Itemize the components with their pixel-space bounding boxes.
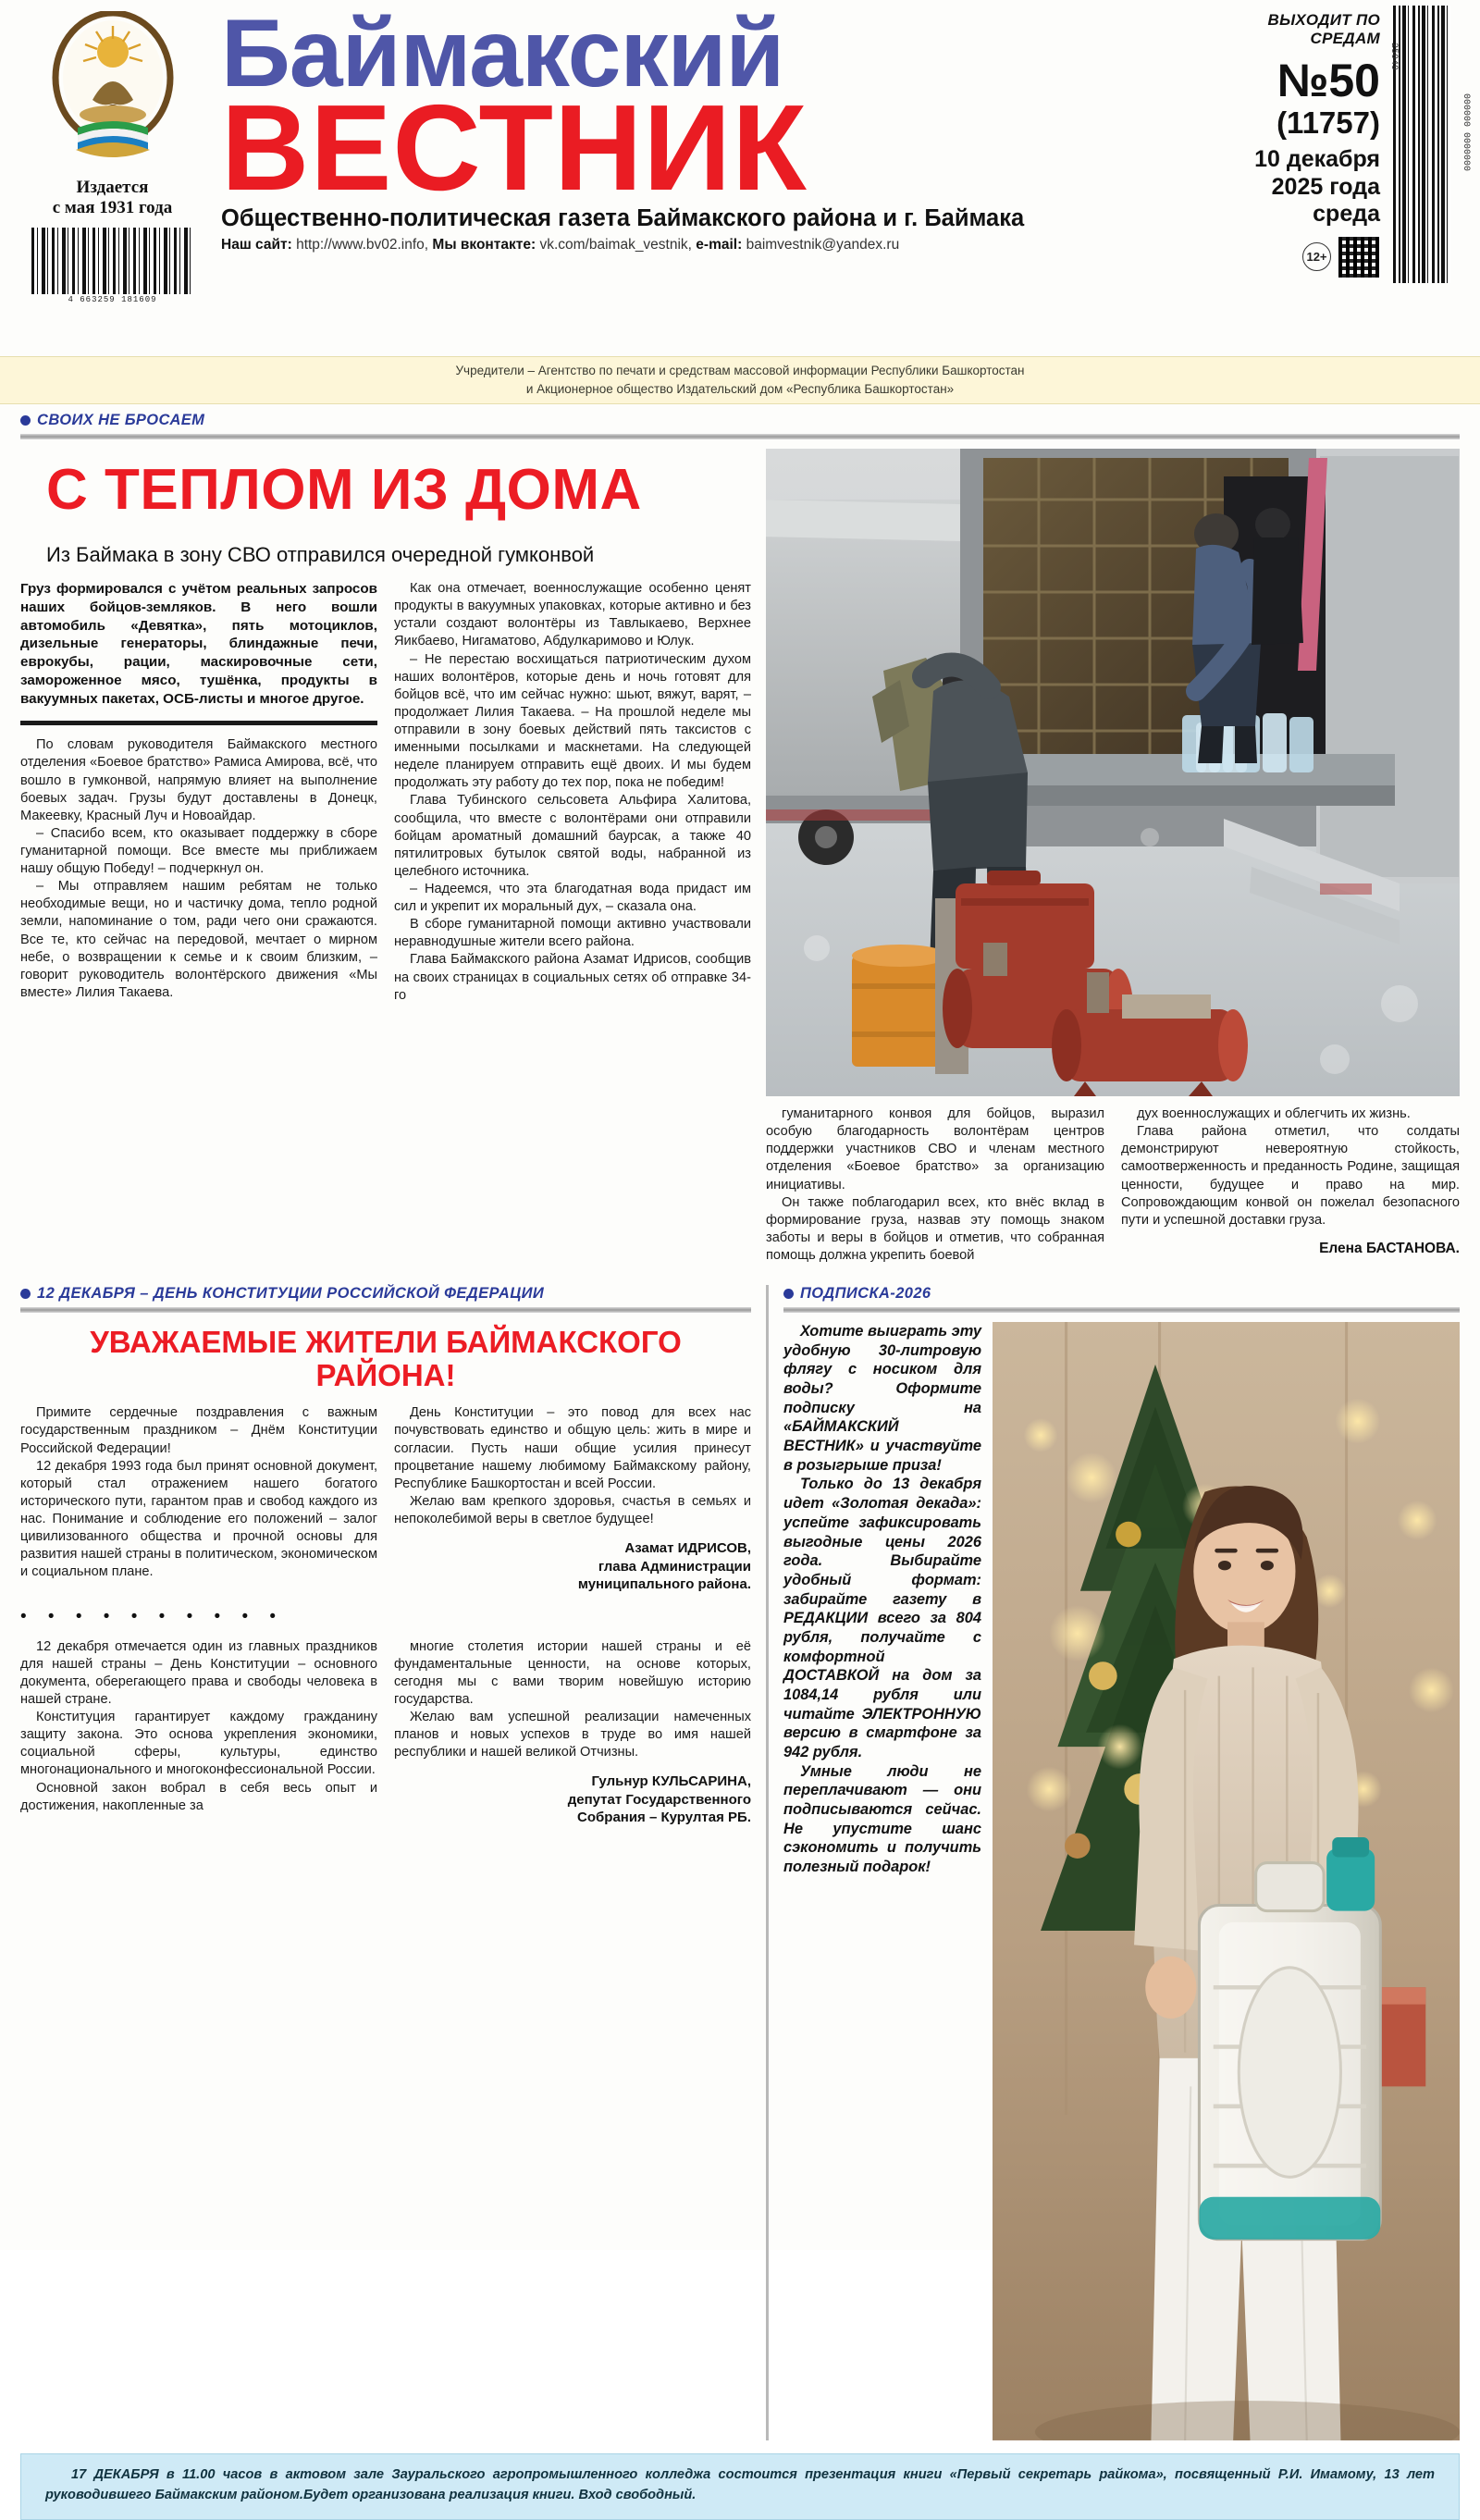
lead-headline: С ТЕПЛОМ ИЗ ДОМА xyxy=(46,458,642,523)
subscription-p3: Умные люди не переплачивают — они подписываются сейчас. Не упустите шанс сэкономить и получить полезный подарок! xyxy=(783,1762,981,1875)
constitution-rubric-divider xyxy=(20,1307,751,1313)
lead-deck: Из Баймака в зону СВО отправился очередной гумконвой xyxy=(46,543,595,567)
barcode-right-bars xyxy=(1393,6,1450,283)
lead-col2-p3: Глава Тубинского сельсовета Альфира Халитова, сообщила, что вместе с волонтёрами они отправили бойцам ароматный домашний баурсак, а также 40 пятилитровых бутылок святой воды, набранной из целебного источника. xyxy=(394,793,751,879)
lead-col4-p2: Глава района отметил, что солдаты демонстрируют невероятную стойкость, самоотверженность и преданность Родине, защищая ценности, будущее и право на мир. Сопровождающим конвой он пожелал безопасного пути и успешной доставки груза. xyxy=(1121,1124,1460,1228)
published-since-line1: Издается xyxy=(76,178,149,197)
constitution-col2-p1: День Конституции – это повод для всех нас почувствовать единство и общую цель: жить в мире и согласии. Пусть наши общие усилия принесут процветание нашему любимому Баймакскому району, Республике Башкортостан и всей России. xyxy=(394,1405,751,1491)
dotted-separator: • • • • • • • • • • xyxy=(20,1606,285,1626)
rubric-bullet-icon xyxy=(783,1289,794,1299)
bottom-section xyxy=(20,1285,1460,2440)
subscription-copy xyxy=(783,1322,981,2440)
constitution-col3-p1: 12 декабря отмечается один из главных праздников для нашей страны – День Конституции – основного документа, оберегающего права и свободы человека в нашей стране. xyxy=(20,1638,377,1707)
lead-byline: Елена БАСТАНОВА. xyxy=(1319,1240,1460,1256)
signature1-role2: муниципального района. xyxy=(577,1576,751,1593)
lead-col3-p1: гуманитарного конвоя для бойцов, выразил особую благодарность волонтёрам центров поддержки участников СВО и членам местного отделения «Боевое братство» за организацию инициативы. xyxy=(766,1106,1104,1192)
constitution-col1-p1: Примите сердечные поздравления с важным государственным праздником – Днём Конституции Российской Федерации! xyxy=(20,1405,377,1456)
woman-with-water-canister-christmas-tree-photo xyxy=(993,1322,1460,2440)
masthead-center xyxy=(212,0,1199,253)
lead-lede: Груз формировался с учётом реальных запросов наших бойцов-земляков. В него вошли автомобиль «Девятка», пять мотоциклов, дизельные генераторы, блиндажные печи, еврокубы, рации, маскировочные сети, замороженное мясо, тушёнка, продукты в вакуумных пакетах, ОСБ-листы и многое другое. xyxy=(20,581,377,707)
announcement-banner xyxy=(20,2453,1460,2520)
lead-col2-p2: – Не перестаю восхищаться патриотическим духом наших волонтёров, которые день и ночь готовят для бойцов всё, что им сейчас нужно: шьют, вяжут, варят, – продолжает Лилия Такаева. – На прошлой неделе мы отправили в зону боевых действий пять таксистов с именными посылками и маскнетами. На следующей неделе планируем отправить ещё двоих. И мы будем продолжать эту работу до тех пор, пока не победим! xyxy=(394,651,751,791)
founders-line-2: и Акционерное общество Издательский дом «Республика Башкортостан» xyxy=(525,381,955,396)
constitution-col3-p3: Основной закон вобрал в себя весь опыт и достижения, накопленные за xyxy=(20,1780,377,1813)
lead-col2-p6: Глава Баймакского района Азамат Идрисов, сообщив на своих страницах в социальных сетях об отправке 34-го xyxy=(394,952,751,1003)
lead-article xyxy=(20,449,1460,1265)
issue-date-line2: 2025 года xyxy=(1271,173,1380,200)
constitution-headline: УВАЖАЕМЫЕ ЖИТЕЛИ БАЙМАКСКОГО РАЙОНА! xyxy=(90,1325,682,1392)
constitution-column-3 xyxy=(20,1638,377,1827)
page-content xyxy=(0,404,1480,2440)
subscription-rubric-label: ПОДПИСКА-2026 xyxy=(800,1285,931,1303)
constitution-col4-p1: многие столетия истории нашей страны и её фундаментальные ценности, на основе которых, сегодня мы с вами творим новейшую историю государства. xyxy=(394,1638,751,1707)
constitution-col3-p2: Конституция гарантирует каждому гражданину защиту закона. Это основа укрепления экономики, социальной сферы, культуры, единство многонационального и многоконфессиональной России. xyxy=(20,1710,377,1778)
newspaper-title-bottom: ВЕСТНИК xyxy=(221,79,808,216)
masthead-left xyxy=(13,6,212,309)
constitution-rubric-label: 12 ДЕКАБРЯ – ДЕНЬ КОНСТИТУЦИИ РОССИЙСКОЙ ФЕДЕРАЦИИ xyxy=(37,1285,545,1303)
signature2-role1: депутат Государственного xyxy=(567,1791,751,1808)
founders-strip xyxy=(0,356,1480,404)
barcode-left-bars xyxy=(31,228,193,294)
email-label: e-mail: xyxy=(696,237,743,253)
vk-label: Мы вконтакте: xyxy=(432,237,536,253)
constitution-col4-p2: Желаю вам успешной реализации намеченных планов и новых успехов в труде во имя нашей республики и нашей великой Отчизны. xyxy=(394,1710,751,1760)
newspaper-title-top: Баймакский xyxy=(221,0,784,107)
rubric-bullet-icon xyxy=(20,415,31,426)
signature2-name: Гульнур КУЛЬСАРИНА, xyxy=(591,1773,751,1790)
issue-number: №50 xyxy=(1276,55,1380,106)
subscription-p1: Хотите выиграть эту удобную 30-литровую флягу с носиком для воды? Оформите подписку на «БАЙМАКСКИЙ ВЕСТНИК» и участвуйте в розыгрыше приза! xyxy=(783,1323,981,1474)
constitution-column-2 xyxy=(394,1404,751,1593)
barcode-right xyxy=(1388,6,1471,283)
barcode-right-code2: 000000 0000000 xyxy=(1461,93,1471,172)
constitution-column-1 xyxy=(20,1404,377,1593)
rubric-label: СВОИХ НЕ БРОСАЕМ xyxy=(37,412,205,429)
humanitarian-convoy-loading-photo xyxy=(766,449,1460,1096)
published-since-line2: с мая 1931 года xyxy=(52,197,173,217)
constitution-signature-2 xyxy=(394,1773,751,1827)
barcode-left xyxy=(31,228,193,309)
bashkortostan-coat-of-arms-icon xyxy=(44,11,181,174)
lead-col4-p1: дух военнослужащих и облегчить их жизнь. xyxy=(1137,1106,1411,1122)
lead-col3-p2: Он также поблагодарил всех, кто внёс вклад в формирование груза, назвав эту помощь знаком заботы и веры в бойцов и отметив, что собранная помощь должна укрепить боевой xyxy=(766,1194,1104,1263)
masthead-contacts xyxy=(221,237,1199,253)
subscription-p2: Только до 13 декабря идет «Золотая декада»: успейте зафиксировать выгодные цены 2026 года. Выбирайте удобный формат: забирайте газету в РЕДАКЦИИ всего за 804 рубля, получайте с комфортной ДОСТАВКОЙ на дом за 1084,14 рубля или читайте ЭЛЕКТРОННУЮ версию в смартфоне за 942 рубля. xyxy=(783,1476,981,1760)
email-address[interactable]: baimvestnik@yandex.ru xyxy=(746,237,900,253)
lead-column-1 xyxy=(20,580,377,1005)
founders-line-1: Учредители – Агентство по печати и средствам массовой информации Республики Башкортостан xyxy=(455,364,1025,377)
site-url[interactable]: http://www.bv02.info, xyxy=(296,237,429,253)
issue-serial-number: (11757) xyxy=(1276,105,1380,140)
subscription-rubric-divider xyxy=(783,1307,1460,1313)
lead-col2-p4: – Надеемся, что эта благодатная вода придаст им сил и укрепит их моральный дух, – сказала она. xyxy=(394,881,751,915)
lead-col2-p5: В сборе гуманитарной помощи активно участвовали неравнодушные жители всего района. xyxy=(394,917,751,950)
rubric-divider xyxy=(20,434,1460,439)
constitution-article xyxy=(20,1285,751,2440)
publication-weekday: ВЫХОДИТ ПО СРЕДАМ xyxy=(1267,11,1380,47)
lead-col1-p1: По словам руководителя Баймакского местного отделения «Боевое братство» Рамиса Амирова, всё, что вошло в гумконвой, напрямую влияет на выполнение боевых задач. Грузы будут доставлены в Донецк, Макеевку, Красный Луч и Новоайдар. xyxy=(20,737,377,823)
rubric-svoih-ne-brosaem xyxy=(20,412,1460,439)
age-rating-badge: 12+ xyxy=(1302,242,1331,271)
constitution-col2-p2: Желаю вам крепкого здоровья, счастья в семьях и непоколебимой веры в светлое будущее! xyxy=(394,1493,751,1527)
lead-column-4 xyxy=(1121,1106,1460,1265)
qr-code-icon[interactable] xyxy=(1338,236,1380,278)
barcode-left-digits: 4 663259 181609 xyxy=(68,294,157,304)
newspaper-subtitle: Общественно-политическая газета Баймакского района и г. Баймака xyxy=(221,205,1025,232)
published-since xyxy=(13,178,212,218)
signature1-name: Азамат ИДРИСОВ, xyxy=(624,1540,751,1557)
signature1-role1: глава Администрации xyxy=(598,1558,751,1575)
constitution-col1-p2: 12 декабря 1993 года был принят основной документ, который стал отражением нашего богатого исторического пути, гарантом прав и свобод каждого из нас. Понимание и соблюдение его положений – залог цивилизованного общества и прочной основы для развития нашей страны в политическом, экономическом и социальном плане. xyxy=(20,1458,377,1580)
constitution-signature-1 xyxy=(394,1539,751,1594)
lead-col2-p1: Как она отмечает, военнослужащие особенно ценят продукты в вакуумных упаковках, которые активно и без устали создают волонтёры из Тавлыкаево, Верхнее Яикбаево, Нигаматово, Абдулкаримово и Юлук. xyxy=(394,581,751,649)
vertical-divider xyxy=(766,1285,769,2440)
issue-date-line3: среда xyxy=(1313,201,1380,227)
lead-col1-p2: – Спасибо всем, кто оказывает поддержку в сборе гуманитарной помощи. Все вместе мы приближаем нашу общую Победу! – подчеркнул он. xyxy=(20,825,377,877)
vk-url[interactable]: vk.com/baimak_vestnik, xyxy=(539,237,692,253)
announcement-text: 17 ДЕКАБРЯ в 11.00 часов в актовом зале Зауральского агропромышленного колледжа состоится презентация книги «Первый секретарь райкома», посвященный Р.И. Имамому, 13 лет руководившего Баймакским районом.Будет организована реализация книги. Вход свободный. xyxy=(45,2467,1435,2502)
lead-column-3 xyxy=(766,1106,1104,1265)
masthead-right xyxy=(1199,6,1471,283)
lede-divider xyxy=(20,721,377,725)
site-label: Наш сайт: xyxy=(221,237,292,253)
issue-date xyxy=(1199,146,1380,229)
issue-date-line1: 10 декабря xyxy=(1254,146,1380,172)
signature2-role2: Собрания – Курултая РБ. xyxy=(577,1810,751,1826)
constitution-column-4 xyxy=(394,1638,751,1827)
lead-col1-p3: – Мы отправляем нашим ребятам не только необходимые вещи, но и частичку дома, тепло родной земли, напоминание о том, ради чего они сражаются. Все те, кто сейчас на передовой, мечтает о мирном небе, о возвращении к семье и к своим близким, – говорит руководитель волонтёрского движения «Мы вместе» Лилия Такаева. xyxy=(20,879,377,1000)
subscription-promo xyxy=(783,1285,1460,2440)
barcode-right-code: 25049 xyxy=(1388,43,1399,71)
rubric-bullet-icon xyxy=(20,1289,31,1299)
lead-column-2 xyxy=(394,580,751,1005)
masthead xyxy=(0,0,1480,356)
